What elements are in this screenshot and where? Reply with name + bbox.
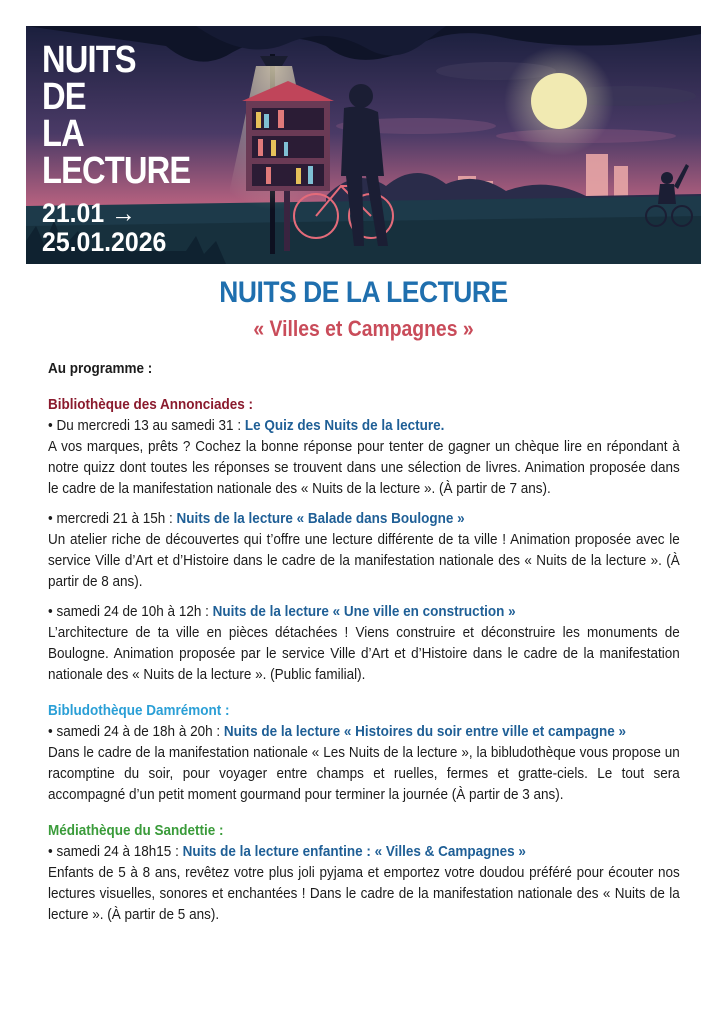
program-label: Au programme :: [48, 360, 153, 377]
event-when: • samedi 24 de 10h à 12h :: [48, 603, 213, 620]
event-description: A vos marques, prêts ? Cochez la bonne réponse pour tenter de gagner un chèque lire en répondant à notre quizz dont toutes les réponses se trouvent dans une sélection de livres. Animation proposée dans le cadre de la manifestation nationale des « Nuits de la lecture ». (À partir de 7 ans).: [48, 438, 680, 497]
event-title: Nuits de la lecture « Histoires du soir entre ville et campagne »: [223, 723, 626, 740]
banner-illustration: [26, 26, 701, 264]
page-title: NUITS DE LA LECTURE: [219, 276, 508, 309]
event-description: Dans le cadre de la manifestation nationale « Les Nuits de la lecture », la bibludothèque vous propose un racomptine du soir, pour voyager entre champs et ruelles, fermes et gratte-ciels. Le tout sera accompagné d’un petit moment gourmand pour terminer la journée (À partir de 3 ans).: [48, 744, 680, 803]
event-line: [48, 601, 680, 622]
event-when: • samedi 24 à de 18h à 20h :: [48, 723, 224, 740]
event-line: [48, 841, 680, 862]
program-content: [48, 358, 680, 925]
banner-title-line: NUITS: [42, 39, 136, 81]
event-line: [48, 415, 680, 436]
banner-title-line: DE: [42, 76, 86, 118]
banner-title-line: LA: [42, 113, 84, 155]
banner-title-line: LECTURE: [42, 150, 191, 192]
banner-dates: [42, 199, 166, 257]
banner-dates-start: 21.01 →: [42, 198, 136, 228]
page-subtitle: « Villes et Campagnes »: [253, 316, 474, 341]
event-title: Nuits de la lecture « Une ville en construction »: [212, 603, 516, 620]
event-line: [48, 508, 680, 529]
event-when: • mercredi 21 à 15h :: [48, 510, 177, 527]
venue-name: Bibludothèque Damrémont :: [48, 702, 230, 719]
event-description: L’architecture de ta ville en pièces détachées ! Viens construire et déconstruire les monuments de Boulogne. Animation proposée par le service Ville d’Art et d’Histoire dans le cadre de la manifestation nationale des « Nuits de la lecture ». (Public familial).: [48, 624, 680, 683]
event-when: • Du mercredi 13 au samedi 31 :: [48, 417, 245, 434]
venue-name: Bibliothèque des Annonciades :: [48, 396, 254, 413]
event-title: Nuits de la lecture enfantine : « Villes & Campagnes »: [182, 843, 526, 860]
event-line: [48, 721, 680, 742]
event-title: Le Quiz des Nuits de la lecture.: [244, 417, 445, 434]
event-title: Nuits de la lecture « Balade dans Boulogne »: [176, 510, 465, 527]
banner-dates-end: 25.01.2026: [42, 227, 167, 257]
event-description: Un atelier riche de découvertes qui t’offre une lecture différente de ta ville ! Animation proposée avec le service Ville d’Art et d’Histoire dans le cadre de la manifestation nationale des « Nuits de la lecture ». (À partir de 8 ans).: [48, 531, 680, 590]
event-description: Enfants de 5 à 8 ans, revêtez votre plus joli pyjama et emportez votre doudou préféré pour écouter nos lectures visuelles, sonores et enchantées ! Dans le cadre de la manifestation nationale des « Nuits de la lecture ». (À partir de 5 ans).: [48, 864, 680, 923]
event-when: • samedi 24 à 18h15 :: [48, 843, 183, 860]
banner-title: [42, 39, 191, 192]
venue-name: Médiathèque du Sandettie :: [48, 822, 224, 839]
